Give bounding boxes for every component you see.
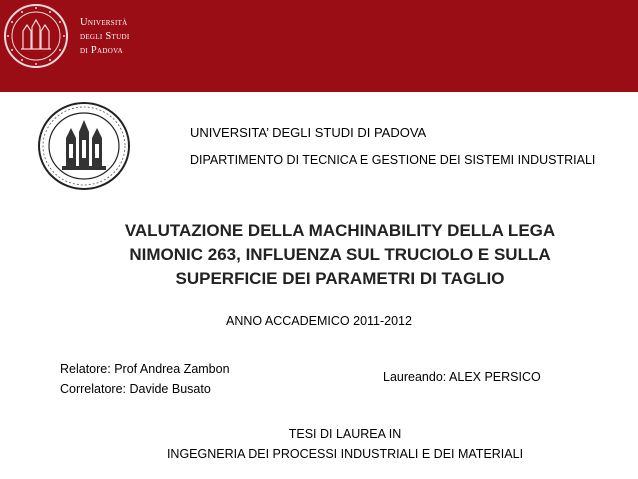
thesis-title-line1: VALUTAZIONE DELLA MACHINABILITY DELLA LEGA [124,221,556,240]
degree-line1: TESI DI LAUREA IN [288,427,402,441]
header-banner [0,0,638,92]
university-seal-icon [36,100,132,192]
wordmark-line2: degli Studi [80,31,130,42]
university-name: UNIVERSITA’ DEGLI STUDI DI PADOVA [190,125,427,140]
graduate-name: Laureando: ALEX PERSICO [383,370,541,384]
correlatore-label: Correlatore: Davide Busato [60,382,211,396]
degree-info [0,424,638,464]
supervisors [60,359,230,399]
department-name: DIPARTIMENTO DI TECNICA E GESTIONE DEI SISTEMI INDUSTRIALI [190,153,596,167]
thesis-title [60,219,620,291]
degree-line2: INGEGNERIA DEI PROCESSI INDUSTRIALI E DEI MATERIALI [166,447,524,461]
university-wordmark [80,16,129,58]
university-seal-logo [3,3,69,69]
thesis-title-line2: NIMONIC 263, INFLUENZA SUL TRUCIOLO E SULLA [129,245,551,264]
relatore-label: Relatore: Prof Andrea Zambon [60,362,230,376]
wordmark-line3: di Padova [80,45,123,56]
thesis-title-line3: SUPERFICIE DEI PARAMETRI DI TAGLIO [175,269,505,288]
academic-year: ANNO ACCADEMICO 2011-2012 [226,314,412,328]
wordmark-line1: Università [80,17,128,28]
